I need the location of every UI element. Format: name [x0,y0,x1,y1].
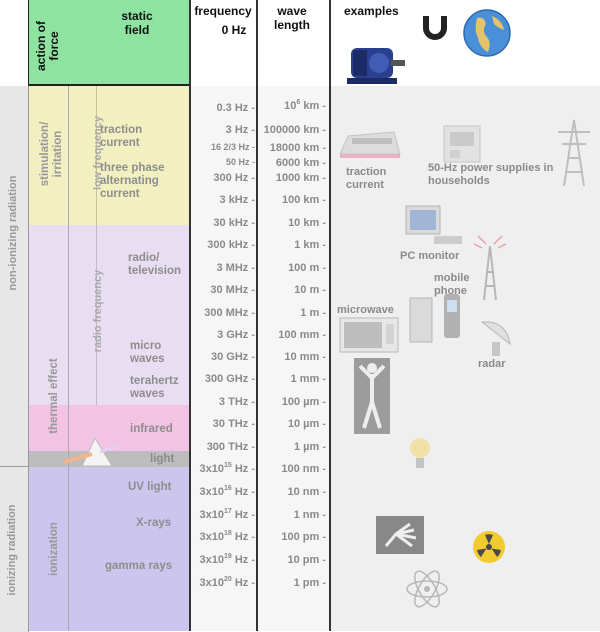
band-label-light: light [150,453,175,465]
frequency-label-text: 3 GHz [217,329,249,341]
frequency-tick: - [248,217,255,229]
prism-icon [60,436,120,472]
frequency-tick: - [248,554,255,566]
band-label-xrays: X-rays [136,517,172,529]
wavelength-label [294,284,326,296]
frequency-label-exponent: 15 [223,462,232,469]
wavelength-label-text: 100 nm [281,463,320,475]
header-frequency: frequency [194,4,252,18]
band-label-infrared: infrared [130,423,173,435]
header-examples: examples [344,4,399,18]
frequency-tick: - [248,486,255,498]
frequency-label-unit: Hz [231,509,249,521]
frequency-tick: - [248,284,255,296]
frequency-label-text: 3 Hz [225,124,249,136]
frequency-label-unit: Hz [231,463,249,475]
frequency-label [213,217,255,229]
frequency-label-text: 16 2/3 Hz [210,142,250,152]
frequency-label-text: 3 MHz [216,262,249,274]
header-zero-hz: 0 Hz [221,23,247,37]
wavelength-label-text: 1000 km [275,172,320,184]
frequency-label [226,157,255,167]
frequency-label [199,554,255,566]
header-wave-length: wave length [274,4,310,32]
thermal-body-icon [354,358,390,434]
frequency-tick: - [248,329,255,341]
label-stimulation-irritation: stimulation/ irritation [39,121,64,187]
band-label-gamma: gamma rays [105,560,173,572]
header-action-of-force: action of force [34,21,61,71]
wavelength-tick: - [319,284,326,296]
wavelength-label [294,509,326,521]
frequency-tick: - [248,441,255,453]
frequency-label-text: 300 GHz [204,373,249,385]
wavelength-tick: - [319,396,326,408]
example-traction-current: traction current [346,166,387,191]
wavelength-label-text: 1 m [300,307,320,319]
frequency-label-exponent: 20 [223,576,232,583]
frequency-label-text: 30 THz [212,418,249,430]
frequency-label-text: 50 Hz [225,157,250,167]
frequency-tick: - [248,418,255,430]
wavelength-tick: - [319,157,326,169]
wavelength-tick: - [319,554,326,566]
frequency-label-text: 3x10 [199,554,224,566]
radiation-symbol-icon [472,530,506,564]
column-line-examples [329,0,331,631]
frequency-label-text: 3 THz [218,396,249,408]
wavelength-label [294,441,326,453]
frequency-tick: - [248,102,255,114]
frequency-label-text: 300 THz [206,441,249,453]
wavelength-label-text: 10 pm [287,554,320,566]
frequency-label-text: 3x10 [199,486,224,498]
wavelength-label [288,418,326,430]
band-label-traction: traction current [100,124,143,149]
frequency-label-unit: Hz [231,531,249,543]
frequency-tick: - [248,194,255,206]
wavelength-label-text: 10 nm [287,486,320,498]
frequency-label-text: 3x10 [199,531,224,543]
electric-motor-icon [345,38,407,86]
frequency-label-text: 3x10 [199,509,224,521]
microwave-oven-icon [338,316,400,354]
wavelength-label-text: 1 pm [293,577,320,589]
radar-dish-icon [476,316,516,358]
frequency-label [211,351,255,363]
frequency-label-text: 3 kHz [219,194,249,206]
label-non-ionizing-radiation: non-ionizing radiation [7,175,19,291]
wavelength-label-text: 1 km [294,239,320,251]
wavelength-label-text: 100 µm [281,396,320,408]
wavelength-label-text: 1 nm [293,509,320,521]
frequency-tick: - [248,577,255,589]
example-microwave: microwave [337,304,394,316]
wavelength-label [264,124,326,136]
wavelength-tick: - [319,142,326,154]
frequency-label-exponent: 18 [223,530,232,537]
frequency-label-text: 0.3 Hz [216,102,249,114]
light-bulb-icon [408,436,432,474]
frequency-label-unit: Hz [231,486,249,498]
frequency-label [213,418,255,430]
wavelength-label [291,373,326,385]
wavelength-label-text: 1 mm [290,373,320,385]
wavelength-tick: - [319,124,326,136]
frequency-tick: - [248,531,255,543]
xray-hand-icon [376,516,424,554]
frequency-tick: - [248,262,255,274]
wavelength-tick: - [319,100,326,112]
frequency-tick: - [248,351,255,363]
wavelength-tick: - [319,441,326,453]
example-mobile-phone: mobile phone [434,272,470,297]
frequency-tick: - [248,124,255,136]
label-ionization: ionization [48,522,60,576]
frequency-label-exponent: 19 [223,553,232,560]
frequency-label-text: 30 kHz [213,217,249,229]
wavelength-label [294,577,326,589]
wavelength-label-text: 6000 km [275,157,320,169]
wavelength-label [287,486,326,498]
wavelength-label-unit: km [300,100,320,112]
frequency-label-exponent: 17 [223,508,232,515]
frequency-label [207,441,255,453]
mobile-phone-icon [408,290,464,344]
frequency-tick: - [248,463,255,475]
wavelength-label [278,329,326,341]
wavelength-label-text: 10 mm [284,351,320,363]
example-power-supplies: 50-Hz power supplies in households [428,162,554,187]
frequency-column [191,0,255,631]
wavelength-label-text: 10 [284,100,297,112]
band-label-uv: UV light [128,481,172,493]
wavelength-tick: - [319,531,326,543]
magnet-icon [420,12,450,42]
label-thermal-effect: thermal effect [48,358,60,434]
wavelength-label-text: 100 m [288,262,320,274]
band-label-micro-waves: micro waves [130,340,165,365]
label-ionizing-radiation: ionizing radiation [6,504,18,596]
frequency-tick: - [249,157,255,167]
frequency-label-text: 30 GHz [210,351,249,363]
frequency-label [199,531,255,543]
label-low-frequency: low frequency [92,116,104,190]
frequency-tick: - [248,307,255,319]
frequency-tick: - [248,172,255,184]
wavelength-label-text: 10 km [288,217,320,229]
wavelength-label [276,157,326,169]
side-panel-top [0,0,28,86]
frequency-label-text: 300 MHz [204,307,249,319]
frequency-tick: - [248,396,255,408]
frequency-tick: - [248,509,255,521]
wavelength-tick: - [319,217,326,229]
frequency-label [199,509,255,521]
wavelength-tick: - [319,262,326,274]
frequency-label [199,486,255,498]
frequency-label [199,577,255,589]
frequency-label [216,102,255,114]
frequency-label [204,307,255,319]
power-pylon-icon [554,118,594,188]
wavelength-tick: - [319,577,326,589]
wavelength-label-text: 10 m [294,284,320,296]
wavelength-label [281,531,326,543]
header-static-field: static field [121,9,153,37]
wavelength-label-text: 100000 km [263,124,320,136]
wavelength-label [281,463,326,475]
frequency-label [219,396,255,408]
wavelength-label [284,351,326,363]
frequency-label [205,373,255,385]
wavelength-column [258,0,326,631]
wavelength-label [294,239,326,251]
wavelength-label [270,142,326,154]
wavelength-tick: - [319,239,326,251]
frequency-label [216,262,255,274]
example-pc-monitor: PC monitor [400,250,460,262]
frequency-label-text: 30 MHz [210,284,249,296]
wavelength-label [287,554,326,566]
wavelength-label [282,396,326,408]
effect-divider [68,86,69,631]
wavelength-tick: - [319,486,326,498]
wavelength-label-text: 100 mm [278,329,320,341]
frequency-label [220,194,255,206]
wavelength-label [276,172,326,184]
frequency-label [226,124,255,136]
wavelength-label [284,100,326,112]
frequency-label-text: 300 kHz [207,239,249,251]
wavelength-tick: - [319,307,326,319]
frequency-tick: - [248,373,255,385]
frequency-tick: - [248,239,255,251]
frequency-tick: - [249,142,255,152]
wavelength-label-text: 100 km [281,194,320,206]
wavelength-label-text: 18000 km [269,142,320,154]
wavelength-label [288,217,326,229]
frequency-label-unit: Hz [231,554,249,566]
wavelength-label-exponent: 6 [296,99,301,106]
globe-icon [462,8,512,58]
band-label-three-phase: three phase alternating current [100,162,165,200]
wavelength-tick: - [319,463,326,475]
wavelength-tick: - [319,194,326,206]
frequency-label-unit: Hz [231,577,249,589]
wavelength-tick: - [319,351,326,363]
pc-monitor-icon [404,204,464,248]
appliance-icon [440,124,484,164]
wavelength-tick: - [319,172,326,184]
band-label-radio-tv: radio/ television [128,252,182,277]
wavelength-tick: - [319,509,326,521]
frequency-label-text: 300 Hz [213,172,249,184]
example-radar: radar [478,358,506,370]
wavelength-label-text: 1 µm [293,441,320,453]
radio-tower-icon [472,232,508,302]
wavelength-label [282,194,326,206]
wavelength-label-text: 100 pm [281,531,320,543]
wavelength-tick: - [319,373,326,385]
wavelength-tick: - [319,329,326,341]
band-label-terahertz: terahertz waves [130,375,179,400]
train-icon [338,124,402,164]
frequency-label-text: 3x10 [199,577,224,589]
frequency-label [211,142,255,152]
frequency-label [207,239,255,251]
label-radio-frequency: radio frequency [92,269,104,353]
wavelength-label-text: 10 µm [287,418,320,430]
frequency-label-text: 3x10 [199,463,224,475]
wavelength-label [300,307,326,319]
frequency-label [199,463,255,475]
wavelength-label [288,262,326,274]
frequency-label [213,172,255,184]
frequency-label-exponent: 16 [223,485,232,492]
atom-icon [404,566,450,612]
frequency-label [210,284,255,296]
frequency-label [217,329,255,341]
wavelength-tick: - [319,418,326,430]
